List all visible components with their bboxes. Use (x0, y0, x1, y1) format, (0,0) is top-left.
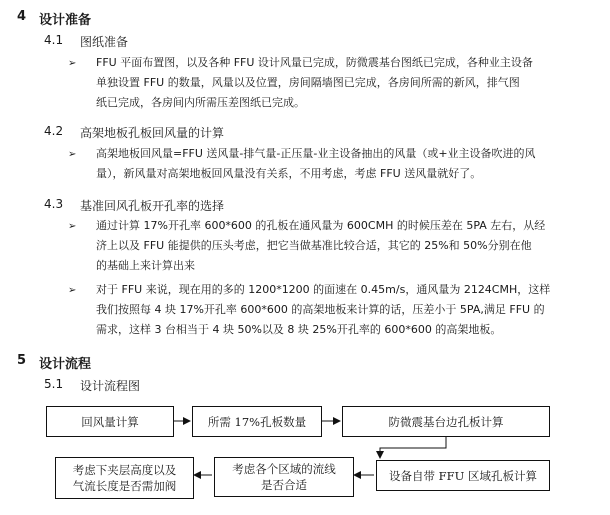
section-number: 4 (17, 9, 27, 24)
flow-step-anti-vibration-base (342, 406, 550, 437)
flow-step-label-line: 考虑各个区域的流线 (232, 462, 336, 476)
text-line: 高架地板回风量=FFU 送风量-排气量-正压量-业主设备抽出的风量（或+业主设备吹进的风 (96, 147, 536, 160)
flow-step-label: 防微震基台边孔板计算 (388, 414, 504, 429)
subsection-number: 5.1 (44, 377, 64, 391)
flow-step-label-line: 考虑下夹层高度以及 (72, 463, 177, 477)
flow-step-return-air-calc (46, 406, 174, 437)
subsection-title: 设计流程图 (80, 379, 141, 393)
text-line: 单独设置 FFU 的数量，风量以及位置，房间隔墙图已完成，各房间所需的新风，排气图 (96, 76, 520, 89)
flow-step-label: 回风量计算 (81, 414, 139, 429)
subsection-title: 图纸准备 (80, 35, 129, 49)
subsection-title: 基准回风孔板开孔率的选择 (80, 199, 225, 213)
bullet-arrow-icon: ➢ (68, 149, 77, 160)
subsection-title: 高架地板孔板回风量的计算 (80, 126, 225, 140)
text-line: 需求，这样 3 台相当于 4 块 50%以及 8 块 25%开孔率的 600*600 的高架地板。 (96, 323, 502, 336)
flow-step-area-streamlines (214, 457, 354, 497)
text-line: 我们按照每 4 块 17%开孔率 600*600 的高架地板来计算的话，压差小于 5PA,满足 FFU 的 (96, 303, 545, 316)
bullet-arrow-icon: ➢ (68, 285, 77, 296)
arrow-3-to-4 (380, 437, 446, 458)
subsection-number: 4.3 (44, 197, 64, 211)
flow-step-label: 所需 17%孔板数量 (207, 414, 307, 429)
text-line: 的基础上来计算出来 (96, 259, 195, 272)
flow-step-equipment-ffu-area (376, 460, 550, 491)
text-line: 通过计算 17%开孔率 600*600 的孔板在通风量为 600CMH 的时候压差在 5PA 左右，从经 (96, 219, 546, 232)
section-title: 设计流程 (39, 357, 92, 372)
text-line: FFU 平面布置图，以及各种 FFU 设计风量已完成，防微震基台图纸已完成，各种业主设备 (96, 56, 533, 69)
text-line: 量），新风量对高架地板回风量没有关系，不用考虑，考虑 FFU 送风量就好了。 (96, 167, 482, 180)
text-line: 济上以及 FFU 能提供的压头考虑，把它当做基准比较合适，其它的 25%和 50%分别在他 (96, 239, 532, 252)
section-number: 5 (17, 353, 27, 368)
flow-step-mezzanine-height-damper (55, 457, 194, 499)
flow-step-label-line: 是否合适 (261, 478, 307, 492)
subsection-number: 4.2 (44, 124, 64, 138)
text-line: 对于 FFU 来说，现在用的多的 1200*1200 的面速在 0.45m/s，通风量为 2124CMH，这样 (96, 283, 551, 296)
flow-step-perforated-panel-count (192, 406, 322, 437)
flow-step-label-line: 气流长度是否需加阀 (72, 479, 177, 493)
text-line: 纸已完成，各房间内所需压差图纸已完成。 (96, 96, 305, 109)
bullet-arrow-icon: ➢ (68, 221, 77, 232)
subsection-number: 4.1 (44, 33, 64, 47)
flow-step-label: 设备自带 FFU 区域孔板计算 (389, 468, 537, 483)
bullet-arrow-icon: ➢ (68, 58, 77, 69)
section-title: 设计准备 (39, 13, 92, 28)
